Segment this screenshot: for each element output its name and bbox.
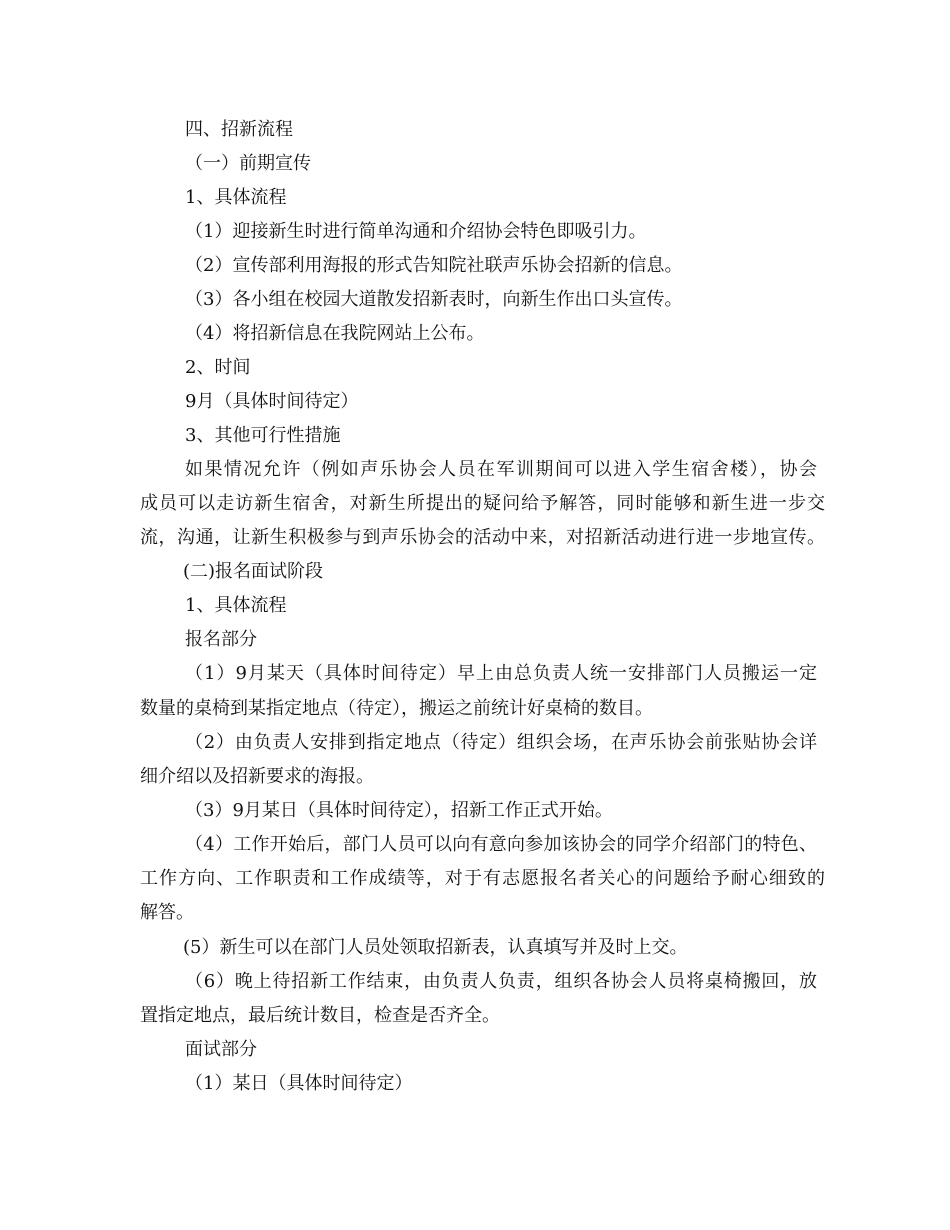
list-item: （1）迎接新生时进行简单沟通和介绍协会特色即吸引力。 <box>185 221 647 242</box>
body-text: 9月（具体时间待定） <box>185 391 359 412</box>
paragraph-line: 置指定地点，最后统计数目，检查是否齐全。 <box>140 1005 500 1026</box>
list-item: （3）各小组在校园大道散发招新表时，向新生作出口头宣传。 <box>185 289 683 310</box>
paragraph-line: （1）9月某天（具体时间待定）早上由总负责人统一安排部门人员搬运一定 <box>185 663 817 684</box>
paragraph-line: 流，沟通，让新生积极参与到声乐协会的活动中来，对招新活动进行进一步地宣传。 <box>140 527 825 548</box>
part-heading: 面试部分 <box>185 1039 257 1060</box>
paragraph-line: （3）9月某日（具体时间待定），招新工作正式开始。 <box>185 800 613 821</box>
item-heading: 1、具体流程 <box>185 187 287 208</box>
paragraph-line: （6）晚上待招新工作结束，由负责人负责，组织各协会人员将桌椅搬回，放 <box>185 971 817 992</box>
paragraph-line: 如果情况允许（例如声乐协会人员在军训期间可以进入学生宿舍楼），协会 <box>185 459 817 480</box>
paragraph-line: 工作方向、工作职责和工作成绩等，对于有志愿报名者关心的问题给予耐心细致的 <box>140 868 825 889</box>
paragraph-line: （2）由负责人安排到指定地点（待定）组织会场，在声乐协会前张贴协会详 <box>185 732 817 753</box>
subsection-heading: (二)报名面试阶段 <box>183 561 324 582</box>
item-heading: 1、具体流程 <box>185 595 287 616</box>
paragraph-line: 细介绍以及招新要求的海报。 <box>140 766 374 787</box>
paragraph-line: 解答。 <box>140 902 194 923</box>
paragraph-line: 成员可以走访新生宿舍，对新生所提出的疑问给予解答，同时能够和新生进一步交 <box>140 493 825 514</box>
list-item: （2）宣传部利用海报的形式告知院社联声乐协会招新的信息。 <box>185 255 683 276</box>
item-heading: 2、时间 <box>185 357 251 378</box>
subsection-heading: （一）前期宣传 <box>185 153 311 174</box>
list-item: （4）将招新信息在我院网站上公布。 <box>185 323 485 344</box>
list-item: （1）某日（具体时间待定） <box>185 1073 413 1094</box>
item-heading: 3、其他可行性措施 <box>185 425 341 446</box>
paragraph-line: 数量的桌椅到某指定地点（待定），搬运之前统计好桌椅的数目。 <box>140 698 653 719</box>
paragraph-line: （4）工作开始后，部门人员可以向有意向参加该协会的同学介绍部门的特色、 <box>185 834 817 855</box>
section-heading: 四、招新流程 <box>185 119 293 140</box>
paragraph-line: (5）新生可以在部门人员处领取招新表，认真填写并及时上交。 <box>183 937 688 958</box>
part-heading: 报名部分 <box>185 629 257 650</box>
